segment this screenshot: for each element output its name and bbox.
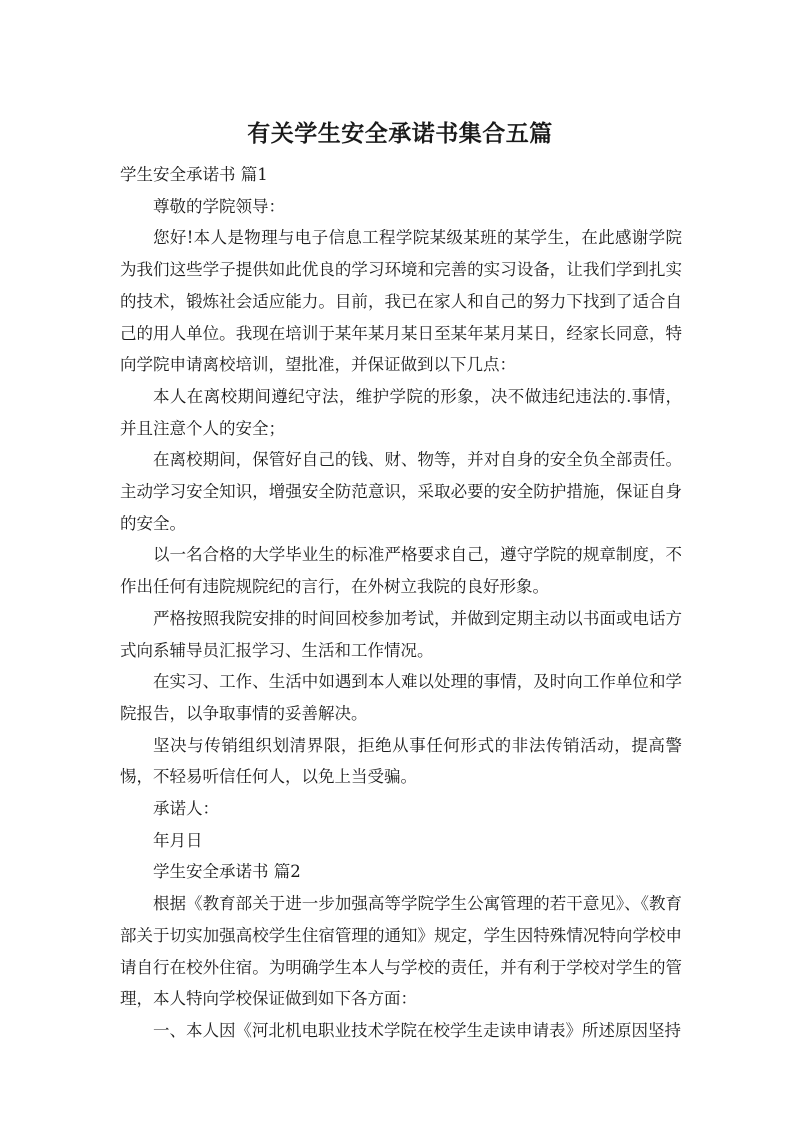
paragraph: 一、本人因《河北机电职业技术学院在校学生走读申请表》所述原因坚持 [153,1020,681,1040]
paragraph: 以一名合格的大学毕业生的标准严格要求自己，遵守学院的规章制度，不作出任何有违院规院纪的言行，在外树立我院的良好形象。 [120,545,682,597]
paragraph: 学生安全承诺书 篇1 [120,165,268,184]
paragraph: 年月日 [153,830,203,850]
paragraph: 本人在离校期间遵纪守法，维护学院的形象，决不做违纪违法的.事情，并且注意个人的安全； [120,386,682,438]
paragraph: 承诺人： [153,799,219,819]
document-title: 有关学生安全承诺书集合五篇 [247,121,553,147]
paragraph: 严格按照我院安排的时间回校参加考试，并做到定期主动以书面或电话方式向系辅导员汇报学习、生活和工作情况。 [120,608,682,660]
document-body [120,159,682,1047]
paragraph: 坚决与传销组织划清界限，拒绝从事任何形式的非法传销活动，提高警惕，不轻易听信任何人，以免上当受骗。 [120,735,682,787]
paragraph: 学生安全承诺书 篇2 [153,862,301,882]
paragraph: 您好!本人是物理与电子信息工程学院某级某班的某学生，在此感谢学院为我们这些学子提供如此优良的学习环境和完善的实习设备，让我们学到扎实的技术，锻炼社会适应能力。目前，我已在家人和自己的努力下找到了适合自己的用人单位。我现在培训于某年某月某日至某年某月某日，经家长同意，特向学院申请离校培训，望批准，并保证做到以下几点： [120,228,682,375]
paragraph: 尊敬的学院领导： [153,196,285,216]
paragraph: 根据《教育部关于进一步加强高等学院学生公寓管理的若干意见》、《教育部关于切实加强高校学生住宿管理的通知》规定，学生因特殊情况特向学校申请自行在校外住宿。为明确学生本人与学校的责任，并有利于学校对学生的管理，本人特向学校保证做到如下各方面： [120,894,682,1009]
paragraph: 在离校期间，保管好自己的钱、财、物等，并对自身的安全负全部责任。主动学习安全知识，增强安全防范意识，采取必要的安全防护措施，保证自身的安全。 [120,450,682,533]
paragraph: 在实习、工作、生活中如遇到本人难以处理的事情，及时向工作单位和学院报告，以争取事情的妥善解决。 [120,672,682,723]
